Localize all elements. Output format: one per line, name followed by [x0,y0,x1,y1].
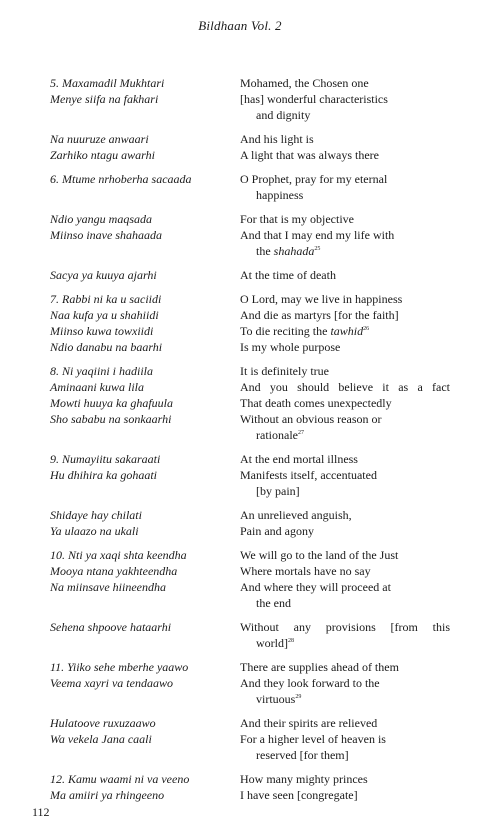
english-translation [240,339,450,355]
stanza [50,771,450,803]
verse-line [50,451,450,467]
english-translation [240,675,450,691]
somali-verse [50,187,240,203]
somali-verse: Sehena shpoove hataarhi [50,620,172,634]
english-translation [240,771,450,787]
english-translation [240,395,450,411]
verse-line [50,483,450,499]
english-translation [240,267,450,283]
somali-verse [50,483,240,499]
verse-line [50,171,450,187]
stanza [50,171,450,203]
english-translation [240,363,450,379]
somali-verse: Shidaye hay chilati [50,508,142,522]
verse-line [50,363,450,379]
somali-verse: Ndio danabu na baarhi [50,340,163,354]
footnote-marker: 26 [363,326,370,332]
verse-line [50,675,450,691]
verse-line [50,187,450,203]
somali-verse: Miinso inave shahaada [50,228,162,242]
verse-line [50,579,450,595]
page-number: 112 [32,805,50,819]
somali-verse: 9. Numayiitu sakaraati [50,452,161,466]
stanza [50,131,450,163]
verse-line [50,147,450,163]
somali-verse: Na nuuruze anwaari [50,132,149,146]
english-translation [240,427,450,443]
translation-text: virtuous [256,692,296,706]
translation-text: An unrelieved anguish, [240,508,352,522]
footnote-marker: 28 [288,638,294,644]
somali-verse: Aminaani kuwa lila [50,380,144,394]
somali-verse: 5. Maxamadil Mukhtari [50,76,165,90]
translation-text: For that is my objective [240,212,354,226]
verse-line [50,323,450,339]
somali-verse [50,595,240,611]
english-translation [240,747,450,763]
verse-line [50,563,450,579]
english-translation [240,691,450,707]
stanza [50,507,450,539]
somali-verse: Miinso kuwa towxiidi [50,324,154,338]
translation-text: [by pain] [256,484,300,498]
translation-text: A light that was always there [240,148,379,162]
verse-line [50,267,450,283]
verse-line [50,291,450,307]
somali-verse: Wa vekela Jana caali [50,732,152,746]
english-translation [240,211,450,227]
translation-text: And their spirits are relieved [240,716,378,730]
somali-verse [50,747,240,763]
english-translation [240,147,450,163]
stanza [50,267,450,283]
somali-verse: Zarhiko ntagu awarhi [50,148,155,162]
english-translation [240,107,450,123]
somali-verse: 11. Yiiko sehe mberhe yaawo [50,660,189,674]
verse-line [50,771,450,787]
english-translation [240,291,450,307]
somali-verse [50,635,240,651]
english-translation [240,411,450,427]
english-translation [240,379,450,395]
translation-text: happiness [256,188,304,202]
verse-line [50,131,450,147]
translation-text: the [256,244,274,258]
english-translation [240,131,450,147]
somali-verse: Mowti huuya ka ghafuula [50,396,173,410]
stanza [50,363,450,443]
verse-line [50,547,450,563]
somali-verse: Sho sababu na sonkaarhi [50,412,172,426]
somali-verse: Veema xayri va tendaawo [50,676,173,690]
translation-text: And his light is [240,132,314,146]
somali-verse: Mooya ntana yakhteendha [50,564,178,578]
somali-verse: Menye siifa na fakhari [50,92,159,106]
english-translation [240,467,450,483]
verse-line [50,91,450,107]
verse-line [50,227,450,243]
verse-line [50,427,450,443]
somali-verse [50,427,240,443]
translation-text: Mohamed, the Chosen one [240,76,369,90]
verse-line [50,747,450,763]
somali-verse: Ndio yangu maqsada [50,212,152,226]
somali-verse [50,691,240,707]
running-header: Bildhaan Vol. 2 [198,18,282,33]
english-translation [240,547,450,563]
somali-verse: Naa kufa ya u shahiidi [50,308,159,322]
verse-line [50,339,450,355]
somali-verse: 6. Mtume nrhoberha sacaada [50,172,192,186]
translation-text: Is my whole purpose [240,340,341,354]
translation-text: That death comes unexpectedly [240,396,392,410]
translation-text: the end [256,596,291,610]
translation-text: There are supplies ahead of them [240,660,399,674]
somali-verse: Hu dhihira ka gohaati [50,468,157,482]
verse-line [50,659,450,675]
verse-line [50,619,450,635]
stanza [50,659,450,707]
translation-text: O Lord, may we live in happiness [240,292,403,306]
translation-text: reserved [for them] [256,748,349,762]
english-translation [240,563,450,579]
english-translation [240,75,450,91]
verse-line [50,307,450,323]
italic-term: shahada [273,244,315,258]
translation-text: And they look forward to the [240,676,380,690]
english-translation [240,715,450,731]
translation-text: How many mighty princes [240,772,368,786]
verse-line [50,211,450,227]
english-translation [240,787,450,803]
somali-verse: Sacya ya kuuya ajarhi [50,268,157,282]
verse-line [50,507,450,523]
translation-text: Where mortals have no say [240,564,371,578]
somali-verse: Hulatoove ruxuzaawo [50,716,156,730]
verse-line [50,467,450,483]
translation-text: rationale [256,428,298,442]
english-translation [240,659,450,675]
poem-body [50,75,450,811]
translation-text: To die reciting the [240,324,331,338]
stanza [50,75,450,123]
verse-line [50,75,450,91]
italic-term: tawhid [330,324,364,338]
translation-text: Without any provisions [from this [240,620,450,634]
english-translation [240,243,450,259]
stanza [50,619,450,651]
translation-text: Pain and agony [240,524,314,538]
english-translation [240,619,450,635]
english-translation [240,635,450,651]
translation-text: And die as martyrs [for the faith] [240,308,399,322]
verse-line [50,715,450,731]
somali-verse: 10. Nti ya xaqi shta keendha [50,548,187,562]
verse-line [50,107,450,123]
stanza [50,211,450,259]
footnote-marker: 25 [314,246,321,252]
english-translation [240,507,450,523]
stanza [50,715,450,763]
stanza [50,291,450,355]
somali-verse [50,243,240,259]
verse-line [50,523,450,539]
english-translation [240,523,450,539]
english-translation [240,595,450,611]
english-translation [240,91,450,107]
somali-verse: Ma amiiri ya rhingeeno [50,788,165,802]
translation-text: Manifests itself, accentuated [240,468,377,482]
translation-text: [has] wonderful characteristics [240,92,388,106]
verse-line [50,411,450,427]
verse-line [50,379,450,395]
english-translation [240,451,450,467]
verse-line [50,635,450,651]
translation-text: We will go to the land of the Just [240,548,399,562]
english-translation [240,307,450,323]
translation-text: and dignity [256,108,311,122]
translation-text: And where they will proceed at [240,580,391,594]
english-translation [240,227,450,243]
verse-line [50,595,450,611]
somali-verse: 8. Ni yaqiini i hadiila [50,364,154,378]
verse-line [50,395,450,411]
english-translation [240,731,450,747]
translation-text: At the end mortal illness [240,452,358,466]
english-translation [240,579,450,595]
translation-text: world] [256,636,288,650]
somali-verse: 7. Rabbi ni ka u saciidi [50,292,162,306]
stanza [50,451,450,499]
footnote-marker: 29 [295,694,302,700]
stanza [50,547,450,611]
translation-text: And that I may end my life with [240,228,395,242]
translation-text: Without an obvious reason or [240,412,382,426]
verse-line [50,243,450,259]
english-translation [240,323,450,339]
somali-verse: 12. Kamu waami ni va veeno [50,772,190,786]
translation-text: It is definitely true [240,364,329,378]
footnote-marker: 27 [297,430,304,436]
somali-verse: Na miinsave hiineendha [50,580,166,594]
somali-verse: Ya ulaazo na ukali [50,524,139,538]
english-translation [240,483,450,499]
translation-text: I have seen [congregate] [240,788,358,802]
translation-text: At the time of death [240,268,336,282]
english-translation [240,171,450,187]
translation-text: O Prophet, pray for my eternal [240,172,388,186]
somali-verse [50,107,240,123]
verse-line [50,731,450,747]
english-translation [240,187,450,203]
verse-line [50,787,450,803]
translation-text: And you should believe it as a fact [240,380,450,394]
translation-text: For a higher level of heaven is [240,732,386,746]
verse-line [50,691,450,707]
